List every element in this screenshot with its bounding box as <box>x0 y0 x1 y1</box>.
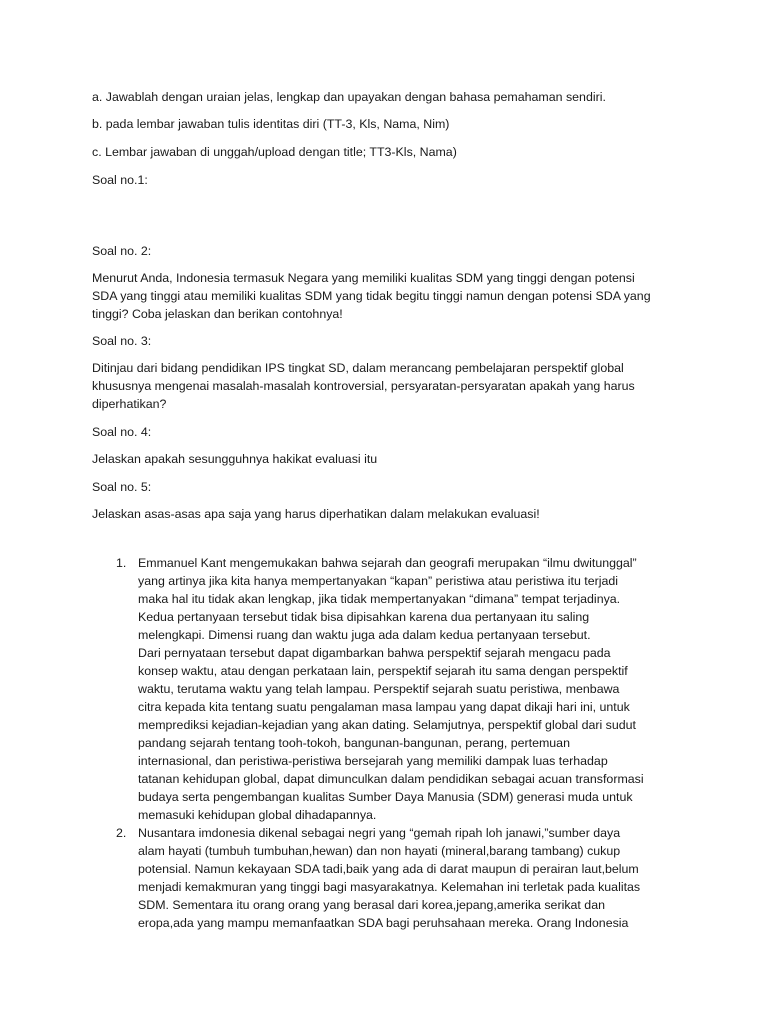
question-2-line: tinggi? Coba jelaskan dan berikan contohnya! <box>92 307 343 321</box>
answer-2-line: SDM. Sementara itu orang orang yang berasal dari korea,jepang,amerika serikat dan <box>138 898 605 912</box>
answer-1-line: citra kepada kita tentang suatu pengalaman masa lampau yang dapat dikaji hari ini, untuk <box>138 700 630 714</box>
answer-1-line: pandang sejarah tentang tooh-tokoh, bangunan-bangunan, perang, pertemuan <box>138 736 570 750</box>
list-item <box>92 824 692 932</box>
question-4-text: Jelaskan apakah sesungguhnya hakikat evaluasi itu <box>92 452 378 466</box>
answer-1-number: 1. <box>116 556 127 570</box>
list-item <box>92 554 692 824</box>
answer-1-line: yang artinya jika kita hanya mempertanyakan “kapan” peristiwa atau peristiwa itu terjadi <box>138 574 619 588</box>
answer-1-line: memasuki kehidupan global dihadapannya. <box>138 808 377 822</box>
question-2-line: Menurut Anda, Indonesia termasuk Negara yang memiliki kualitas SDM yang tinggi dengan potensi <box>92 271 635 285</box>
answer-1-line: waktu, terutama waktu yang telah lampau. Perspektif sejarah suatu peristiwa, menbawa <box>138 682 620 696</box>
question-3-line: Ditinjau dari bidang pendidikan IPS tingkat SD, dalam merancang pembelajaran perspektif global <box>92 361 624 375</box>
question-2-label: Soal no. 2: <box>92 244 152 258</box>
question-5-text: Jelaskan asas-asas apa saja yang harus diperhatikan dalam melakukan evaluasi! <box>92 507 540 521</box>
answer-1-line: maka hal itu tidak akan lengkap, jika tidak mempertanyakan “dimana” tempat terjadinya. <box>138 592 621 606</box>
answer-2-line: potensial. Namun kekayaan SDA tadi,baik yang ada di darat maupun di perairan laut,belum <box>138 862 639 876</box>
answer-1-line: budaya serta pengembangan kualitas Sumber Daya Manusia (SDM) generasi muda untuk <box>138 790 633 804</box>
answer-1-text <box>138 554 692 824</box>
answer-1-line: konsep waktu, atau dengan perkataan lain, perspektif sejarah itu sama dengan perspektif <box>138 664 628 678</box>
question-2-text <box>92 269 692 323</box>
question-2-line: SDA yang tinggi atau memiliki kualitas SDM yang tidak begitu tinggi namun dengan potensi SDA yang <box>92 289 651 303</box>
instruction-b: b. pada lembar jawaban tulis identitas diri (TT-3, Kls, Nama, Nim) <box>92 117 450 131</box>
answer-1-line: tatanan kehidupan global, dapat dimunculkan dalam pendidikan sebagai acuan transformasi <box>138 772 644 786</box>
answer-1-line: memprediksi kejadian-kejadian yang akan dating. Selamjutnya, perspektif global dari sudut <box>138 718 636 732</box>
answer-1-line: Dari pernyataan tersebut dapat digambarkan bahwa perspektif sejarah mengacu pada <box>138 646 611 660</box>
instruction-a: a. Jawablah dengan uraian jelas, lengkap dan upayakan dengan bahasa pemahaman sendiri. <box>92 90 606 104</box>
answer-2-text <box>138 824 692 932</box>
answer-2-number: 2. <box>116 826 127 840</box>
instruction-c: c. Lembar jawaban di unggah/upload dengan title; TT3-Kls, Nama) <box>92 145 457 159</box>
answer-1-line: melengkapi. Dimensi ruang dan waktu juga ada dalam kedua pertanyaan tersebut. <box>138 628 591 642</box>
answer-2-line: alam hayati (tumbuh tumbuhan,hewan) dan non hayati (mineral,barang tambang) cukup <box>138 844 621 858</box>
answer-2-line: menjadi kemakmuran yang tinggi bagi masyarakatnya. Kelemahan ini terletak pada kualitas <box>138 880 641 894</box>
question-3-line: diperhatikan? <box>92 397 167 411</box>
question-3-text <box>92 359 692 413</box>
question-5-label: Soal no. 5: <box>92 480 152 494</box>
answer-1-line: internasional, dan peristiwa-peristiwa bersejarah yang memiliki dampak luas terhadap <box>138 754 608 768</box>
answer-2-line: Nusantara imdonesia dikenal sebagai negri yang “gemah ripah loh janawi,”sumber daya <box>138 826 621 840</box>
answer-2-line: eropa,ada yang mampu memanfaatkan SDA bagi peruhsahaan mereka. Orang Indonesia <box>138 916 629 930</box>
question-1-label: Soal no.1: <box>92 173 148 187</box>
answers-list <box>92 554 692 932</box>
answer-1-line: Kedua pertanyaan tersebut tidak bisa dipisahkan karena dua pertanyaan itu saling <box>138 610 590 624</box>
question-3-line: khususnya mengenai masalah-masalah kontroversial, persyaratan-persyaratan apakah yang harus <box>92 379 635 393</box>
answer-1-line: Emmanuel Kant mengemukakan bahwa sejarah dan geografi merupakan “ilmu dwitunggal” <box>138 556 637 570</box>
question-3-label: Soal no. 3: <box>92 334 152 348</box>
question-4-label: Soal no. 4: <box>92 425 152 439</box>
